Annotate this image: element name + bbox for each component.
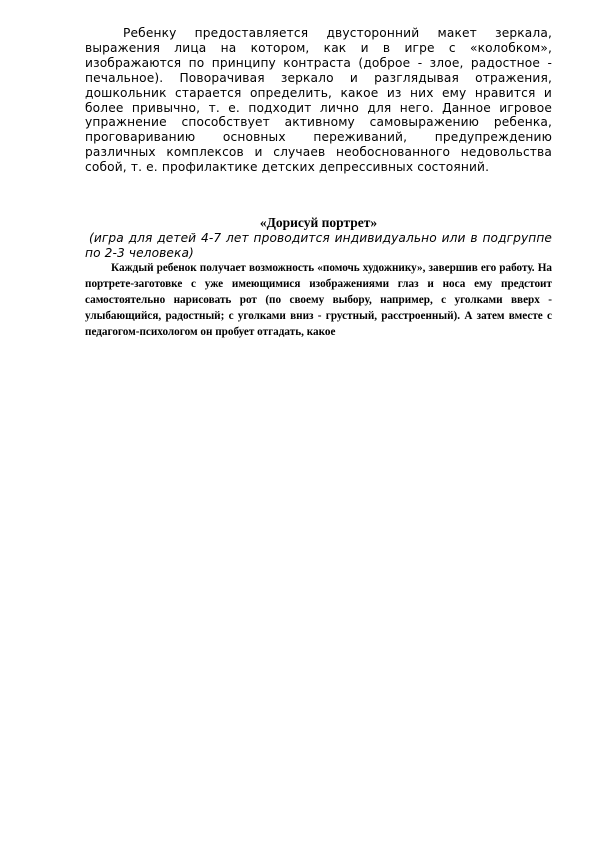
- mirror-game-paragraph: Ребенку предоставляется двусторонний макет зеркала, выражения лица на котором, как и в игре с «колобком», изображаются по принципу контраста (доброе - злое, радостное - печальное). Поворачивая зеркало и разглядывая отражения, дошкольник старается определить, какое из них ему нравится и более привычно, т. е. подходит лично для него. Данное игровое упражнение способствует активному самовыражению ребенка, проговариванию основных переживаний, предупреждению различных комплексов и случаев необоснованного недовольства собой, т. е. профилактике детских депрессивных состояний.: [85, 26, 552, 175]
- section-title: «Дорисуй портрет»: [259, 215, 378, 230]
- portrait-game-paragraph: Каждый ребенок получает возможность «помочь художнику», завершив его работу. На портрете-заготовке с уже имеющимися изображениями глаз и носа ему предстоит самостоятельно нарисовать рот (по своему выбору, например, с уголками вверх - улыбающийся, радостный; с уголками вниз - грустный, расстроенный). А затем вместе с педагогом-психологом он пробует отгадать, какое: [85, 262, 552, 338]
- section-subtitle: (игра для детей 4-7 лет проводится индивидуально или в подгруппе по 2-3 человека): [85, 231, 552, 260]
